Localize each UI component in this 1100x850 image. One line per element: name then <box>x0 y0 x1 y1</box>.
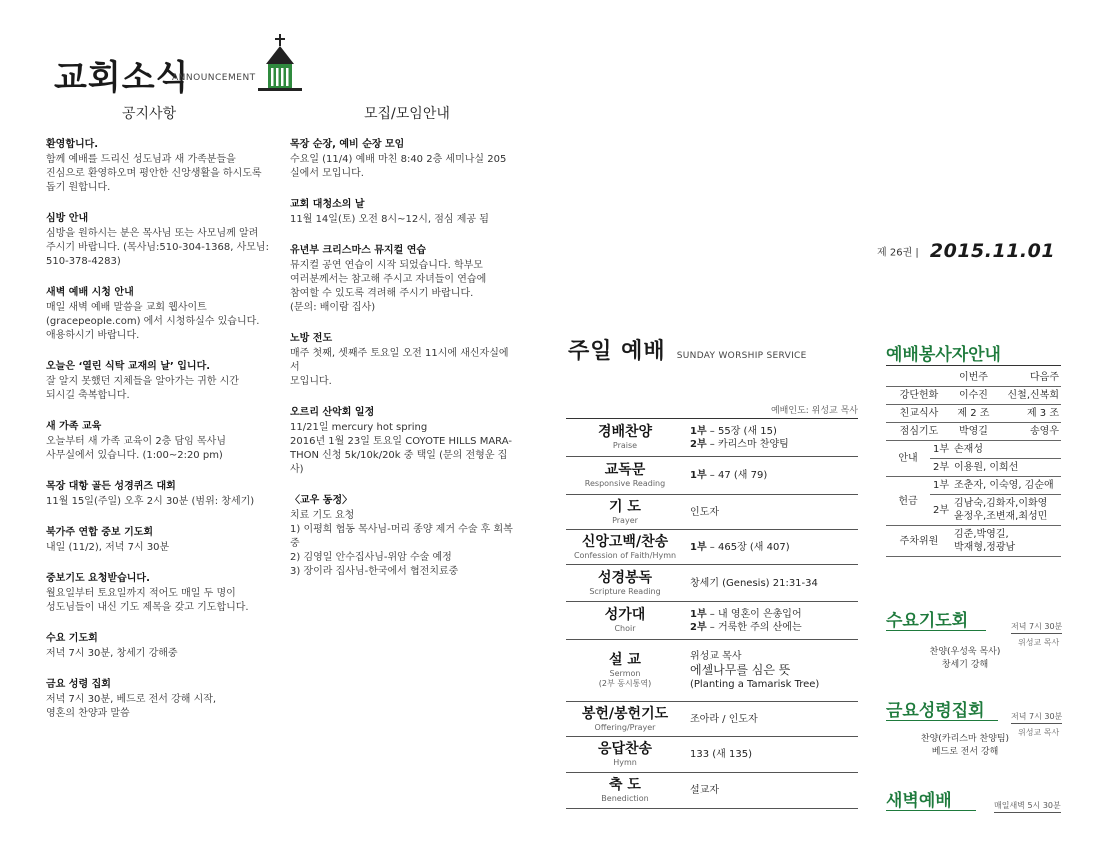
worship-item-name: 경배찬양 Praise <box>597 424 653 450</box>
notice-title: 금요 성령 집회 <box>46 679 111 690</box>
church-icon <box>258 34 302 92</box>
worship-subtitle: SUNDAY WORSHIP SERVICE <box>676 351 807 361</box>
worship-item-name: 기 도 Prayer <box>609 498 641 525</box>
worship-item-name: 설 교 Sermon (2부 동시통역) <box>598 652 652 688</box>
worship-item-name: 신앙고백/찬송 Confession of Faith/Hymn <box>573 533 677 560</box>
notice-body: 오늘부터 새 가족 교육이 2층 담임 목사님 사무실에서 있습니다. (1:00~2:20 pm) <box>46 436 226 461</box>
recruit-body: 수요일 (11/4) 예배 마친 8:40 2층 세미나실 205 실에서 모입니다. <box>290 154 507 179</box>
notice-title: 수요 기도회 <box>46 633 98 644</box>
dawn-heading: 새벽예배 <box>886 791 952 811</box>
notice-item <box>46 212 272 269</box>
worship-row <box>566 419 858 457</box>
divider <box>886 630 986 631</box>
worship-item-detail: 1부 – 47 (새 79) <box>690 470 768 481</box>
recruit-body: 뮤지컬 공연 연습이 시작 되었습니다. 학부모 여러분께서는 참고해 주시고 자녀들이 연습에 참여할 수 있도록 격려해 주시기 바랍니다. (문의: 배이람 집사) <box>290 260 487 313</box>
worship-item-detail: 1부 – 55장 (새 15) 2부 – 카리스마 찬양팀 <box>690 425 789 450</box>
worship-header <box>568 334 807 365</box>
table-row: 친교식사 제 2 조 제 3 조 <box>886 405 1061 423</box>
issue-volume: 제 26권 | <box>877 247 919 259</box>
notice-body: 저녁 7시 30분, 창세기 강해중 <box>46 648 178 659</box>
notice-title: 목장 대항 골든 성경퀴즈 대회 <box>46 481 176 492</box>
notice-title: 오늘은 ‘열린 식탁 교재의 날’ 입니다. <box>46 361 211 372</box>
worship-item-detail: 조아라 / 인도자 <box>690 713 758 725</box>
table-row: 2부 김남숙,김화자,이화영 윤정우,조변재,최성민 <box>886 495 1061 526</box>
worship-item-detail: 설교자 <box>690 785 719 796</box>
wednesday-heading: 수요기도회 <box>886 611 969 631</box>
worship-item-name: 응답찬송 Hymn <box>597 741 653 767</box>
notice-body: 내일 (11/2), 저녁 7시 30분 <box>46 542 170 553</box>
worship-order-table <box>566 418 858 809</box>
notice-item <box>46 678 272 721</box>
recruit-item <box>290 332 516 389</box>
notices-heading: 공지사항 <box>122 106 177 122</box>
notice-body: 심방을 원하시는 분은 목사님 또는 사모님께 알려 주시기 바랍니다. (목사님:510-304-1368, 사모님: 510-378-4283) <box>46 228 269 267</box>
table-row: 점심기도 박영길 송영우 <box>886 423 1061 441</box>
recruit-title: 교회 대청소의 날 <box>290 199 365 210</box>
worship-row <box>566 565 858 602</box>
worship-item-name: 성가대 Choir <box>604 607 646 633</box>
notice-item <box>46 572 272 615</box>
worship-row <box>566 530 858 565</box>
table-row: 안내 1부 손재성 <box>886 441 1061 459</box>
recruit-item <box>290 198 516 227</box>
table-row: 헌금 1부 조춘자, 이숙영, 김순애 <box>886 477 1061 495</box>
notice-item <box>46 526 272 555</box>
column-header-next-week: 다음주 <box>995 369 1061 387</box>
divider <box>886 365 1061 366</box>
worship-item-detail: 위성교 목사 에셀나무를 심은 뜻 (Planting a Tamarisk Tree) <box>684 650 858 691</box>
worship-item-name: 축 도 Benediction <box>601 777 649 803</box>
recruit-heading: 모집/모임안내 <box>364 106 450 122</box>
worship-row <box>566 602 858 640</box>
worship-row <box>566 773 858 809</box>
page-title: 교회소식 <box>54 58 190 98</box>
notice-body: 11월 15일(주일) 오후 2시 30분 (범위: 창세기) <box>46 496 255 507</box>
recruit-column <box>290 138 516 596</box>
recruit-title: 목장 순장, 예비 순장 모임 <box>290 139 405 150</box>
friday-time: 저녁 7시 30분 <box>1011 711 1062 724</box>
notice-item <box>46 420 272 463</box>
notice-body: 저녁 7시 30분, 베드로 전서 강해 시작, 영혼의 찬양과 말씀 <box>46 694 217 719</box>
worship-leader: 예배인도: 위성교 목사 <box>770 406 858 416</box>
worship-row <box>566 457 858 495</box>
column-header-this-week: 이번주 <box>952 369 995 387</box>
notice-body: 월요일부터 토요일까지 적어도 매일 두 명이 성도님들이 내신 기도 제목을 갖고 기도합니다. <box>46 588 249 613</box>
notice-title: 중보기도 요청받습니다. <box>46 573 150 584</box>
announcement-header <box>50 40 310 96</box>
worship-item-detail: 133 (새 135) <box>690 749 752 760</box>
notice-title: 새벽 예배 시청 안내 <box>46 287 134 298</box>
divider <box>886 720 998 721</box>
worship-item-name: 봉헌/봉헌기도 Offering/Prayer <box>581 705 669 732</box>
worship-item-detail: 창세기 (Genesis) 21:31-34 <box>690 577 818 589</box>
table-row: 강단헌화 이수진 신철,신복희 <box>886 387 1061 405</box>
worship-row <box>566 737 858 773</box>
notice-body: 매일 새벽 예배 말씀을 교회 웹사이트 (gracepeople.com) 에서 시청하실수 있습니다. 애용하시기 바랍니다. <box>46 302 260 341</box>
recruit-body: 11월 14일(토) 오전 8시~12시, 점심 제공 됨 <box>290 214 489 225</box>
recruit-title: 노방 전도 <box>290 333 333 344</box>
divider <box>886 810 976 811</box>
notice-item <box>46 360 272 403</box>
notice-title: 심방 안내 <box>46 213 89 224</box>
notice-item <box>46 480 272 509</box>
recruit-item <box>290 138 516 181</box>
recruit-body: 치료 기도 요청 1) 이평희 협동 목사님-머리 종양 제거 수술 후 회복 중 2) 김영일 안수집사님-위암 수술 예정 3) 장이라 집사님-한국에서 협전치료중 <box>290 510 513 577</box>
worship-row <box>566 640 858 702</box>
issue-info <box>877 240 1055 262</box>
notice-title: 북가주 연합 중보 기도회 <box>46 527 154 538</box>
service-table <box>886 369 1061 557</box>
worship-row <box>566 495 858 530</box>
friday-body: 찬양(카리스마 찬양팀) 베드로 전서 강해 <box>920 734 1010 757</box>
worship-item-name: 교독문 Responsive Reading <box>584 462 666 488</box>
recruit-item <box>290 494 516 579</box>
dawn-time: 매일새벽 5시 30분 <box>994 800 1061 813</box>
recruit-body: 매주 첫째, 셋째주 토요일 오전 11시에 새신자실에서 모입니다. <box>290 348 509 387</box>
notice-item <box>46 632 272 661</box>
notice-item <box>46 138 272 195</box>
friday-heading: 금요성령집회 <box>886 701 985 721</box>
wednesday-body: 찬양(우성욱 목사) 창세기 강해 <box>929 647 1001 670</box>
recruit-title: 오르리 산악회 일정 <box>290 407 375 418</box>
issue-date: 2015.11.01 <box>929 240 1056 262</box>
recruit-title: 〈교우 동정〉 <box>290 495 353 506</box>
recruit-title: 유년부 크리스마스 뮤지컬 연습 <box>290 245 427 256</box>
page-subtitle: ANNOUNCEMENT <box>172 73 256 83</box>
worship-item-detail: 인도자 <box>690 506 719 518</box>
worship-title: 주일 예배 <box>568 339 666 364</box>
service-heading: 예배봉사자안내 <box>886 345 1001 365</box>
recruit-body: 11/21일 mercury hot spring 2016년 1월 23일 토요일 COYOTE HILLS MARA- THON 신청 5k/10k/20k 중 택일 (문의 전형운 집사) <box>290 422 512 475</box>
recruit-item <box>290 406 516 477</box>
notice-body: 잘 알지 못했던 지체들을 알아가는 귀한 시간 되시길 축복합니다. <box>46 376 239 401</box>
worship-item-detail: 1부 – 465장 (새 407) <box>690 541 790 553</box>
friday-lead: 위성교 목사 <box>1018 728 1060 737</box>
wednesday-lead: 위성교 목사 <box>1018 638 1060 647</box>
notice-body: 함께 예배를 드리신 성도님과 새 가족분들을 진심으로 환영하오며 평안한 신앙생활을 하시도록 돕기 원합니다. <box>46 154 262 193</box>
wednesday-time: 저녁 7시 30분 <box>1011 621 1062 634</box>
worship-item-detail: 1부 – 내 영혼이 은총입어 2부 – 거룩한 주의 산에는 <box>690 608 802 633</box>
recruit-item <box>290 244 516 315</box>
table-row: 2부 이용원, 이희선 <box>886 459 1061 477</box>
notices-column <box>46 138 272 738</box>
table-row <box>886 369 1061 387</box>
table-row: 주차위원 김준,박영길, 박재형,정광남 <box>886 526 1061 557</box>
sermon-title: 에셀나무를 심은 뜻 <box>690 663 791 677</box>
notice-item <box>46 286 272 343</box>
notice-title: 새 가족 교육 <box>46 421 102 432</box>
worship-row <box>566 702 858 737</box>
notice-title: 환영합니다. <box>46 139 99 150</box>
worship-item-name: 성경봉독 Scripture Reading <box>589 569 661 596</box>
